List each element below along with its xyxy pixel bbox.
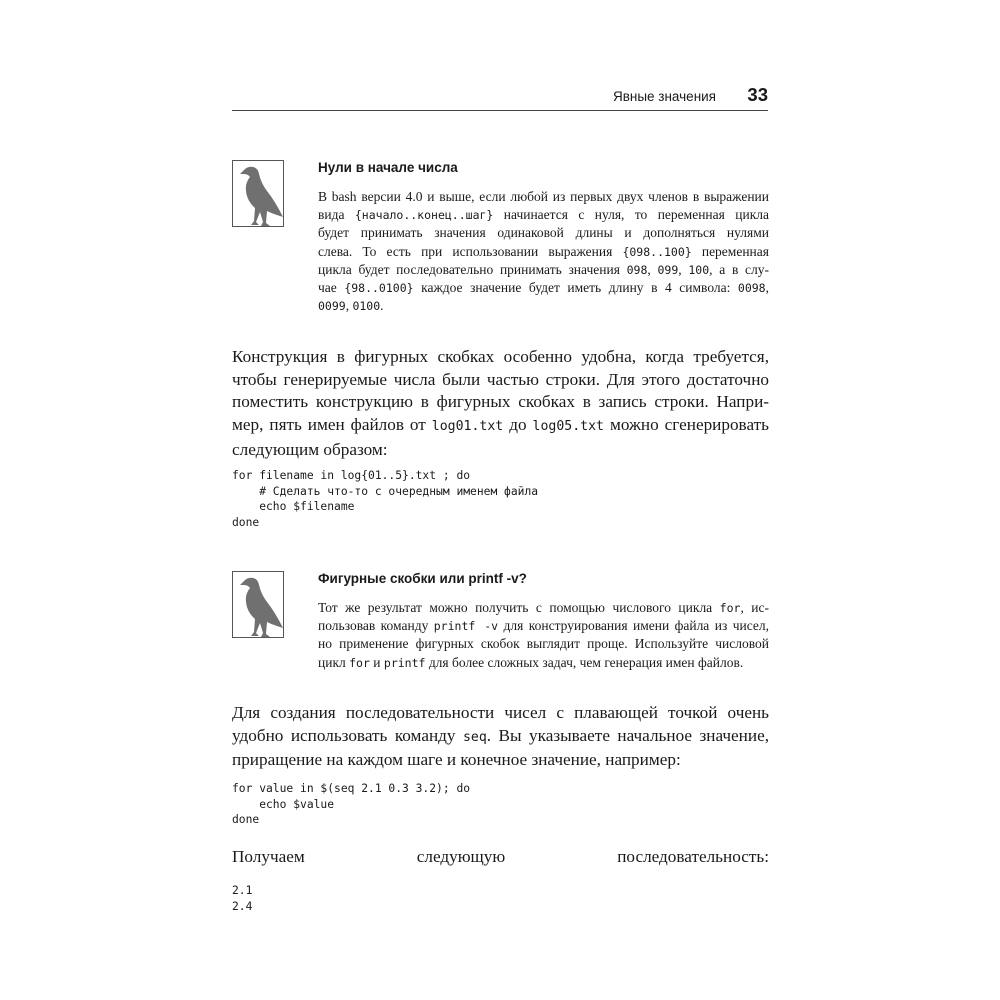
text-line: но применение фигурных скобок выглядит проще. Используйте числовой bbox=[318, 636, 769, 652]
crow-icon bbox=[232, 160, 284, 227]
text-line: удобно использовать команду seq. Вы указываете начальное значение, bbox=[232, 725, 769, 745]
page-number: 33 bbox=[747, 84, 768, 105]
inline-code: printf bbox=[383, 655, 426, 670]
note-text bbox=[318, 188, 769, 315]
inline-code: 098 bbox=[626, 262, 648, 277]
code-line: # Сделать что-то с очередным именем файла bbox=[232, 484, 539, 498]
text-line: Тот же результат можно получить с помощью числового цикла for, ис- bbox=[318, 600, 769, 615]
note-leading-zeros bbox=[232, 160, 769, 315]
text-line: цикл for и printf для более сложных задач, чем генерация имен файлов. bbox=[318, 654, 744, 670]
inline-code: seq bbox=[462, 729, 487, 745]
crow-icon-graphic bbox=[233, 161, 285, 228]
inline-code: 0099 bbox=[318, 299, 346, 314]
inline-code: 0100 bbox=[352, 299, 381, 314]
inline-code: 099 bbox=[657, 262, 679, 277]
code-line: echo $value bbox=[232, 797, 335, 811]
text-line: будет принимать значения одинаковой длины и дополняться нулями bbox=[318, 225, 769, 241]
inline-code: 100 bbox=[688, 262, 710, 277]
text-line: Получаем следующую последовательность: bbox=[232, 847, 769, 866]
text-line: Конструкция в фигурных скобках особенно удобна, когда требуется, bbox=[232, 347, 769, 366]
code-line: done bbox=[232, 515, 260, 529]
text-line: мер, пять имен файлов от log01.txt до log05.txt можно сгенерировать bbox=[232, 415, 769, 435]
body-paragraph bbox=[232, 702, 769, 772]
inline-code: for bbox=[349, 655, 370, 670]
text-line: пользовав команду printf -v для конструирования имени файла из чисел, bbox=[318, 618, 769, 634]
text-line: следующим образом: bbox=[232, 439, 388, 459]
inline-code: for bbox=[719, 601, 741, 615]
note-title: Нули в начале числа bbox=[318, 160, 458, 175]
text-line: приращение на каждом шаге и конечное значение, например: bbox=[232, 750, 681, 770]
body-paragraph bbox=[232, 846, 769, 869]
inline-code: log05.txt bbox=[532, 419, 604, 435]
code-line: done bbox=[232, 813, 260, 826]
text-line: Для создания последовательности чисел с плавающей точкой очень bbox=[232, 703, 769, 722]
text-line: В bash версии 4.0 и выше, если любой из первых двух членов в выражении bbox=[318, 189, 769, 204]
text-line: чае {98..0100} каждое значение будет иметь длину в 4 символа: 0098, bbox=[318, 280, 769, 296]
note-text bbox=[318, 599, 769, 672]
text-line: вида {начало..конец..шаг} начинается с нуля, то переменная цикла bbox=[318, 207, 769, 223]
note-braces-or-printf bbox=[232, 571, 769, 672]
text-line: 0099, 0100. bbox=[318, 298, 384, 314]
running-title: Явные значения bbox=[612, 89, 716, 104]
code-line: 2.1 bbox=[232, 884, 253, 897]
text-line: цикла будет последовательно принимать значения 098, 099, 100, а в слу- bbox=[318, 261, 770, 277]
crow-icon bbox=[232, 571, 284, 638]
page-header bbox=[232, 86, 768, 111]
code-block bbox=[232, 468, 769, 530]
code-line: echo $filename bbox=[232, 500, 355, 513]
inline-code: log01.txt bbox=[431, 419, 504, 435]
code-line: for value in $(seq 2.1 0.3 3.2); do bbox=[232, 782, 471, 795]
text-line: поместить конструкцию в фигурных скобках в запись строки. Напри- bbox=[232, 392, 769, 412]
code-line: for filename in log{01..5}.txt ; do bbox=[232, 469, 471, 482]
note-title: Фигурные скобки или printf -v? bbox=[318, 571, 527, 586]
inline-code: 0098 bbox=[737, 281, 766, 296]
body-paragraph bbox=[232, 346, 769, 462]
text-line: чтобы генерируемые числа были частью строки. Для этого достаточно bbox=[232, 369, 769, 389]
crow-icon-graphic bbox=[233, 572, 285, 639]
code-line: 2.4 bbox=[232, 899, 253, 913]
text-line: слева. То есть при использовании выражения {098..100} переменная bbox=[318, 243, 769, 259]
inline-code: {098..100} bbox=[622, 244, 692, 259]
code-block bbox=[232, 883, 769, 914]
inline-code: {начало..конец..шаг} bbox=[354, 208, 494, 223]
code-block bbox=[232, 781, 769, 828]
inline-code: {98..0100} bbox=[344, 281, 414, 296]
inline-code: printf -v bbox=[433, 619, 499, 634]
